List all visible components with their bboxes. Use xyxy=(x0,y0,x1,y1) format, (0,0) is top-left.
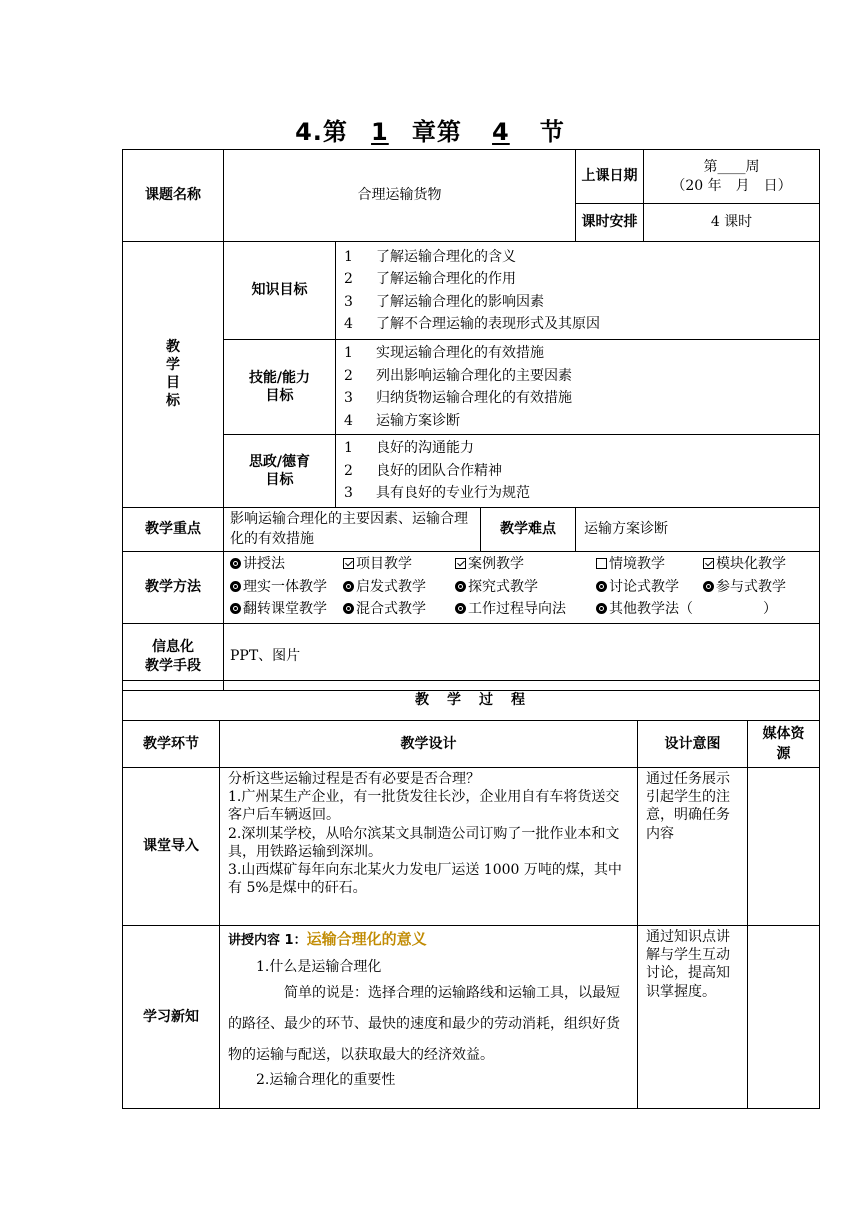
methods-label: 教学方法 xyxy=(123,551,224,623)
empty-box-icon xyxy=(596,558,607,569)
radio-icon xyxy=(230,603,241,614)
method-option: 模块化教学 xyxy=(703,555,813,573)
intro-media xyxy=(748,768,820,926)
key-points-label: 教学重点 xyxy=(123,507,224,551)
media-label: 信息化 教学手段 xyxy=(123,623,224,690)
radio-icon xyxy=(596,603,607,614)
radio-icon xyxy=(703,581,714,592)
radio-icon xyxy=(455,603,466,614)
intro-intent: 通过任务展示引起学生的注意，明确任务内容 xyxy=(638,768,748,926)
new-design xyxy=(220,926,638,1109)
method-option: 工作过程导向法 xyxy=(455,600,596,618)
radio-icon xyxy=(596,581,607,592)
lecture-topic: 运输合理化的意义 xyxy=(306,930,427,948)
intro-design: 分析这些运输过程是否有必要是否合理？ 1.广州某生产企业，有一批货发往长沙，企业用自有车将货送交客户后车辆返回。 2.深圳某学校，从哈尔滨某文具制造公司订购了一批作业本和文具，用铁路运输到深圳。 3.山西煤矿每年向东北某火力发电厂运送 1000 万吨的煤，其中有 5%是煤中的矸石。 xyxy=(220,768,638,926)
list-item: 2 了解运输合理化的作用 xyxy=(344,271,516,287)
moral-goal-list xyxy=(336,435,820,508)
radio-icon xyxy=(230,581,241,592)
title-suffix: 节 xyxy=(539,118,565,146)
date-value: 第____周 （20 年 月 日） xyxy=(644,150,820,204)
new-media xyxy=(748,926,820,1109)
topic-label: 课题名称 xyxy=(123,150,224,242)
method-option: 情境教学 xyxy=(596,555,703,573)
col-stage-header: 教学环节 xyxy=(123,721,220,768)
list-item: 4 运输方案诊断 xyxy=(344,412,460,429)
method-option: 混合式教学 xyxy=(343,600,455,618)
list-item: 1 实现运输合理化的有效措施 xyxy=(344,345,544,361)
difficulty-label: 教学难点 xyxy=(481,507,576,551)
new-intent: 通过知识点讲解与学生互动讨论，提高知识掌握度。 xyxy=(638,926,748,1109)
radio-icon xyxy=(343,603,354,614)
knowledge-goal-list xyxy=(336,242,820,340)
method-option: 探究式教学 xyxy=(455,578,596,596)
moral-goal-label: 思政/德育 目标 xyxy=(224,435,336,508)
list-item: 1 了解运输合理化的含义 xyxy=(344,248,516,265)
skill-goal-list xyxy=(336,340,820,435)
list-item: 2 良好的团队合作精神 xyxy=(344,462,502,479)
list-item: 1 良好的沟通能力 xyxy=(344,440,474,456)
list-item: 4 了解不合理运输的表现形式及其原因 xyxy=(344,316,600,332)
checked-box-icon xyxy=(343,558,354,569)
col-intent-header: 设计意图 xyxy=(638,721,748,768)
date-label: 上课日期 xyxy=(576,150,644,204)
objectives-label: 教 学 目 标 xyxy=(123,242,224,508)
knowledge-goal-label: 知识目标 xyxy=(224,242,336,340)
lecture-label: 讲授内容 1： xyxy=(228,933,307,948)
radio-icon xyxy=(230,558,241,569)
method-option: 其他教学法（ ） xyxy=(596,600,777,618)
method-option: 参与式教学 xyxy=(703,578,813,596)
radio-icon xyxy=(343,581,354,592)
hours-value: 4 课时 xyxy=(644,204,820,242)
chapter-number: 1 xyxy=(371,118,389,146)
list-item: 3 具有良好的专业行为规范 xyxy=(344,485,530,501)
media-value: PPT、图片 xyxy=(224,623,820,690)
key-points-value: 影响运输合理化的主要因素、运输合理化的有效措施 xyxy=(224,507,481,551)
list-item: 3 了解运输合理化的影响因素 xyxy=(344,293,544,310)
method-option: 讨论式教学 xyxy=(596,578,703,596)
intro-stage: 课堂导入 xyxy=(123,768,220,926)
methods-list xyxy=(224,551,820,623)
checked-box-icon xyxy=(455,558,466,569)
body-text: 简单的说是：选择合理的运输路线和运输工具，以最短的路径、最少的环节、最快的速度和最少的劳动消耗，组织好货物的运输与配送，以获取最大的经济效益。 xyxy=(228,985,620,1064)
subheading: 1.什么是运输合理化 xyxy=(256,958,382,975)
method-option: 讲授法 xyxy=(230,555,343,573)
new-stage: 学习新知 xyxy=(123,926,220,1109)
hours-label: 课时安排 xyxy=(576,204,644,242)
page-title xyxy=(0,112,860,147)
topic-value: 合理运输货物 xyxy=(224,150,576,242)
col-design-header: 教学设计 xyxy=(220,721,638,768)
list-item: 2 列出影响运输合理化的主要因素 xyxy=(344,367,572,384)
list-item: 3 归纳货物运输合理化的有效措施 xyxy=(344,390,572,406)
title-prefix: 4.第 xyxy=(295,118,348,146)
difficulty-value: 运输方案诊断 xyxy=(576,507,820,551)
method-option: 理实一体教学 xyxy=(230,578,343,596)
checked-box-icon xyxy=(703,558,714,569)
method-option: 项目教学 xyxy=(343,555,455,573)
radio-icon xyxy=(455,581,466,592)
title-mid: 章第 xyxy=(411,118,462,146)
subheading: 2.运输合理化的重要性 xyxy=(256,1072,396,1089)
col-media-header: 媒体资 源 xyxy=(748,721,820,768)
method-option: 翻转课堂教学 xyxy=(230,600,343,618)
lesson-info-table xyxy=(122,149,820,691)
method-option: 案例教学 xyxy=(455,555,596,573)
skill-goal-label: 技能/能力 目标 xyxy=(224,340,336,435)
process-title: 教 学 过 程 xyxy=(123,681,820,721)
method-option: 启发式教学 xyxy=(343,578,455,596)
teaching-process-table xyxy=(122,680,820,1109)
section-number: 4 xyxy=(492,118,510,146)
